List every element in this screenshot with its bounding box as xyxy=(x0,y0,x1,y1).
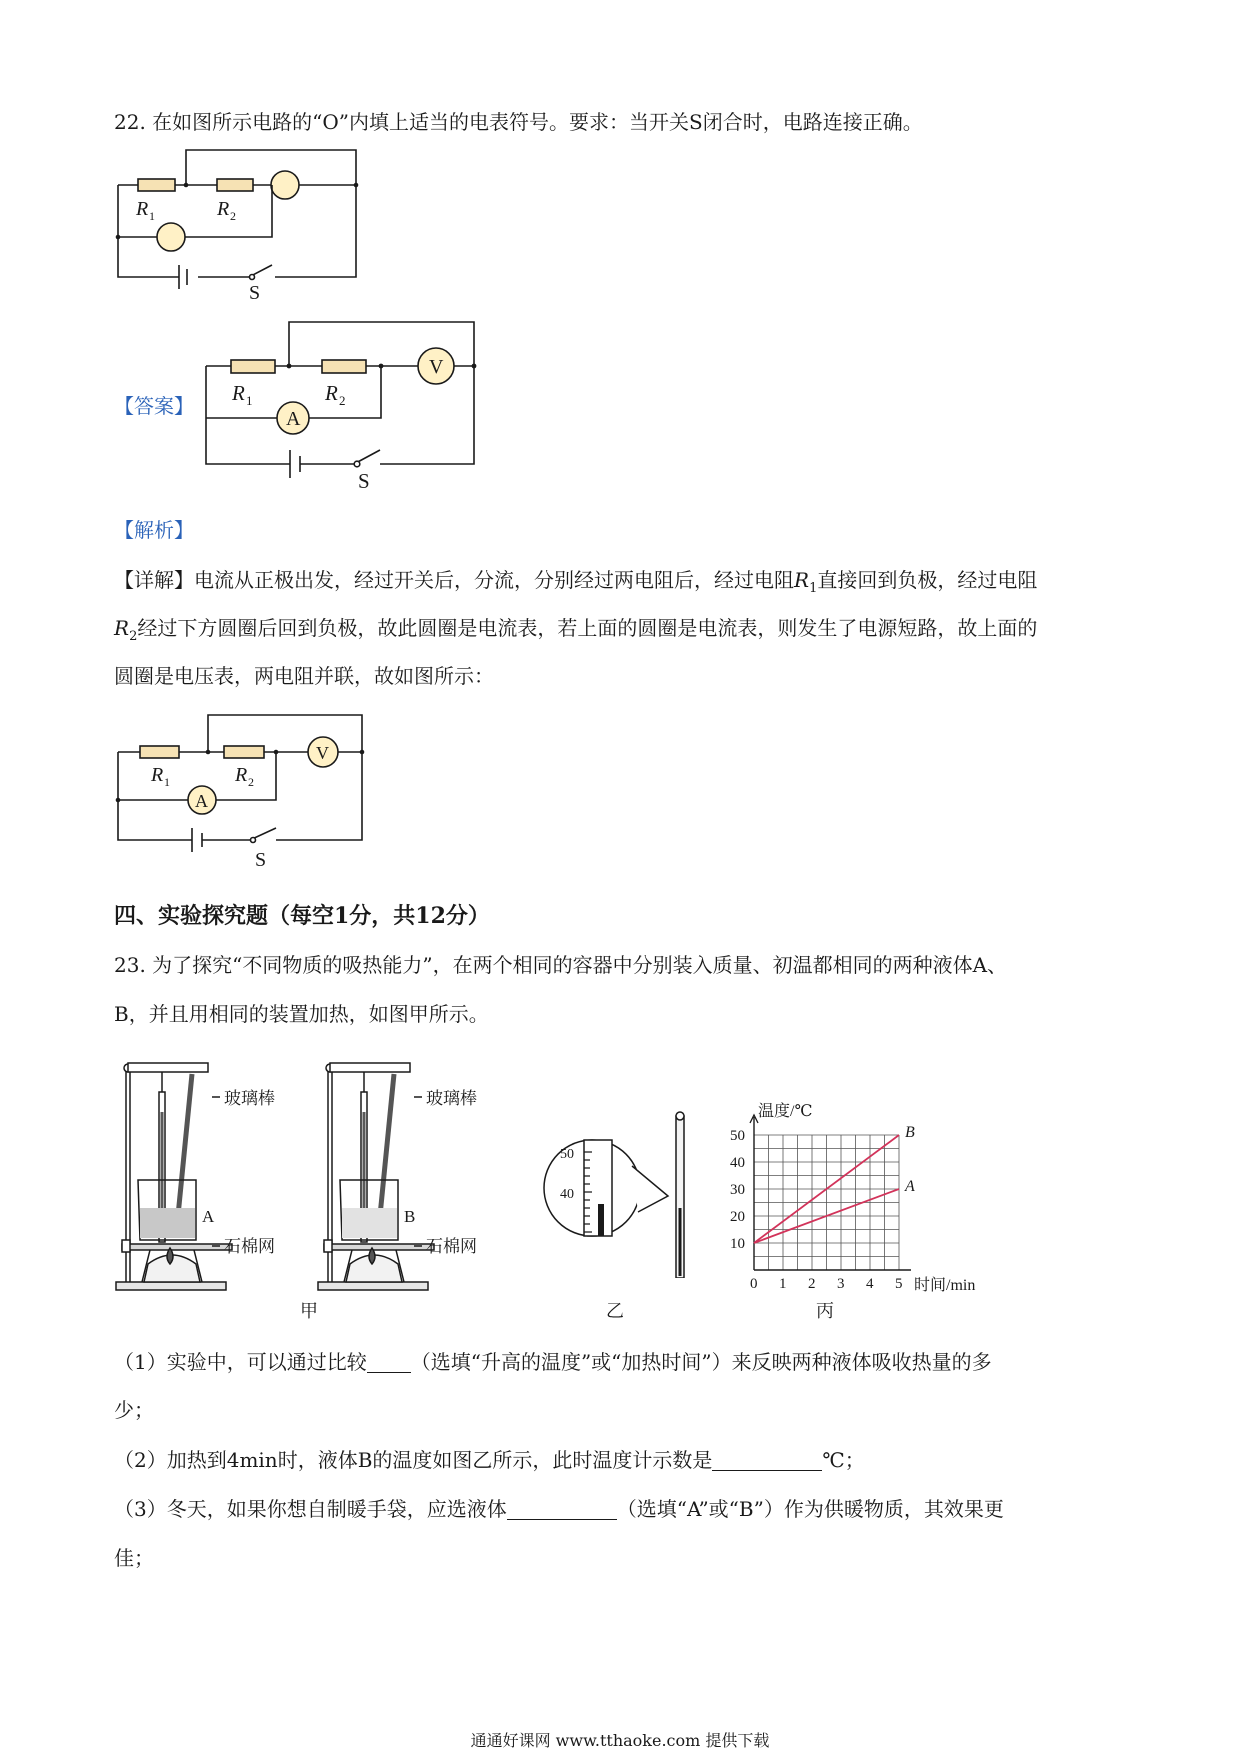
q23-sub1-line1 xyxy=(114,1350,992,1374)
x-tick-label: 3 xyxy=(837,1276,845,1292)
liquid-b-label: B xyxy=(404,1207,416,1226)
figure-jia-setup-b xyxy=(314,1052,504,1296)
q23-sub1-blank[interactable] xyxy=(367,1352,411,1373)
q23-sub3-blank[interactable] xyxy=(507,1499,617,1520)
r1-subscript: 1 xyxy=(164,775,170,789)
liquid-b xyxy=(342,1208,397,1238)
chart-grid xyxy=(754,1135,899,1270)
r1-label: R xyxy=(136,198,149,220)
r1-label: R xyxy=(232,381,245,405)
glass-rod-label: 玻璃棒 xyxy=(426,1089,477,1108)
r1-symbol-sub: 1 xyxy=(809,581,818,596)
resistor-r2 xyxy=(322,360,366,373)
voltmeter-label: V xyxy=(429,356,444,378)
resistor-r1 xyxy=(231,360,275,373)
switch-label: S xyxy=(255,849,267,871)
r2-subscript: 2 xyxy=(339,393,346,408)
ammeter-label: A xyxy=(195,791,208,811)
x-tick-label: 4 xyxy=(866,1276,874,1292)
switch-label: S xyxy=(249,282,261,304)
section-4-title: 四、实验探究题（每空1分，共12分） xyxy=(114,903,490,929)
analysis-label: 【解析】 xyxy=(114,518,194,542)
switch-label: S xyxy=(358,469,370,493)
gauze-label: 石棉网 xyxy=(224,1237,275,1256)
r2-symbol-sub: 2 xyxy=(129,629,138,644)
q23-stem-line-1: 23. 为了探究“不同物质的吸热能力”，在两个相同的容器中分别装入质量、初温都相同的两种液体A、 xyxy=(114,953,1008,977)
figure-yi-caption: 乙 xyxy=(606,1301,624,1322)
answer-label: 【答案】 xyxy=(114,394,194,418)
series-label-a: A xyxy=(905,1178,915,1195)
detail-line-3: 圆圈是电压表，两电阻并联，故如图所示： xyxy=(114,664,494,688)
liquid-a xyxy=(140,1208,195,1238)
r2-label: R xyxy=(235,764,248,786)
y-axis-label: 温度/℃ xyxy=(758,1103,813,1120)
x-tick-label: 1 xyxy=(779,1276,787,1292)
series-label-b: B xyxy=(905,1124,915,1141)
resistor-r1 xyxy=(138,179,175,191)
chart-series xyxy=(754,1124,915,1243)
liquid-a-label: A xyxy=(202,1207,215,1226)
figure-bing-graph xyxy=(720,1100,980,1304)
q23-sub1-text-a: （1）实验中，可以通过比较 xyxy=(114,1350,367,1374)
y-tick-label: 10 xyxy=(730,1236,745,1252)
r1-label: R xyxy=(151,764,164,786)
q23-sub2-blank[interactable] xyxy=(712,1450,822,1471)
r2-label: R xyxy=(217,198,230,220)
r2-symbol: R xyxy=(114,616,130,640)
ammeter-label: A xyxy=(286,408,301,430)
q23-sub3-text-a: （3）冬天，如果你想自制暖手袋，应选液体 xyxy=(114,1497,507,1521)
detail-text-1b: 直接回到负极，经过电阻 xyxy=(817,568,1038,592)
q23-sub1-text-b: （选填“升高的温度”或“加热时间”）来反映两种液体吸收热量的多 xyxy=(410,1350,992,1374)
r1-subscript: 1 xyxy=(149,209,155,223)
mercury-column xyxy=(598,1204,604,1236)
detail-line-2 xyxy=(114,616,1037,649)
x-axis-label: 时间/min xyxy=(914,1277,976,1294)
x-tick-label: 5 xyxy=(895,1276,903,1292)
temperature-time-chart xyxy=(720,1100,980,1300)
q23-sub3-text-b: （选填“A”或“B”）作为供暖物质，其效果更 xyxy=(616,1497,1004,1521)
y-tick-label: 30 xyxy=(730,1182,745,1198)
footer: 通通好课网 www.tthaoke.com 提供下载 xyxy=(470,1731,770,1750)
detail-text-2: 经过下方圆圈后回到负极，故此圆圈是电流表，若上面的圆圈是电流表，则发生了电源短路，故上面的 xyxy=(137,616,1038,640)
q23-sub3-line1 xyxy=(114,1497,1004,1521)
resistor-r2 xyxy=(217,179,253,191)
tick-50: 50 xyxy=(560,1147,574,1162)
chart-axes xyxy=(750,1115,911,1270)
q23-sub3-line2: 佳； xyxy=(114,1546,154,1570)
q23-sub1-line2: 少； xyxy=(114,1398,154,1422)
meter-circle-bottom xyxy=(157,223,185,251)
y-tick-label: 50 xyxy=(730,1128,745,1144)
q23-sub2-line xyxy=(114,1448,865,1472)
r2-label: R xyxy=(325,381,338,405)
figure-bing-caption: 丙 xyxy=(816,1301,834,1322)
q23-sub2-text-b: ℃； xyxy=(822,1448,865,1472)
circuit-answer xyxy=(198,314,488,498)
x-tick-label: 2 xyxy=(808,1276,816,1292)
q23-sub2-text-a: （2）加热到4min时，液体B的温度如图乙所示，此时温度计示数是 xyxy=(114,1448,713,1472)
voltmeter-label: V xyxy=(316,743,329,763)
q23-stem-line-2: B，并且用相同的装置加热，如图甲所示。 xyxy=(114,1002,489,1026)
resistor-r2 xyxy=(224,746,264,758)
detail-text-1a: 电流从正极出发，经过开关后，分流，分别经过两电阻后，经过电阻 xyxy=(194,568,794,592)
meter-circle-top xyxy=(271,171,299,199)
r1-symbol: R xyxy=(794,568,810,592)
y-tick-label: 20 xyxy=(730,1209,745,1225)
r1-subscript: 1 xyxy=(246,393,253,408)
tick-40: 40 xyxy=(560,1187,574,1202)
figure-yi-thermometer xyxy=(540,1108,720,1282)
figure-jia-caption: 甲 xyxy=(300,1301,318,1322)
x-tick-label: 0 xyxy=(750,1276,758,1292)
circuit-question xyxy=(112,145,372,319)
r2-subscript: 2 xyxy=(230,209,236,223)
gauze-label: 石棉网 xyxy=(426,1237,477,1256)
q22-stem: 22. 在如图所示电路的“O”内填上适当的电表符号。要求：当开关S闭合时，电路连接正确。 xyxy=(114,110,923,134)
detail-line-1 xyxy=(114,568,1037,601)
y-tick-label: 40 xyxy=(730,1155,745,1171)
r2-subscript: 2 xyxy=(248,775,254,789)
resistor-r1 xyxy=(140,746,179,758)
circuit-explanation xyxy=(112,708,372,882)
glass-rod-label: 玻璃棒 xyxy=(224,1089,275,1108)
detail-label: 【详解】 xyxy=(114,568,194,592)
figure-jia-setup-a xyxy=(112,1052,302,1296)
